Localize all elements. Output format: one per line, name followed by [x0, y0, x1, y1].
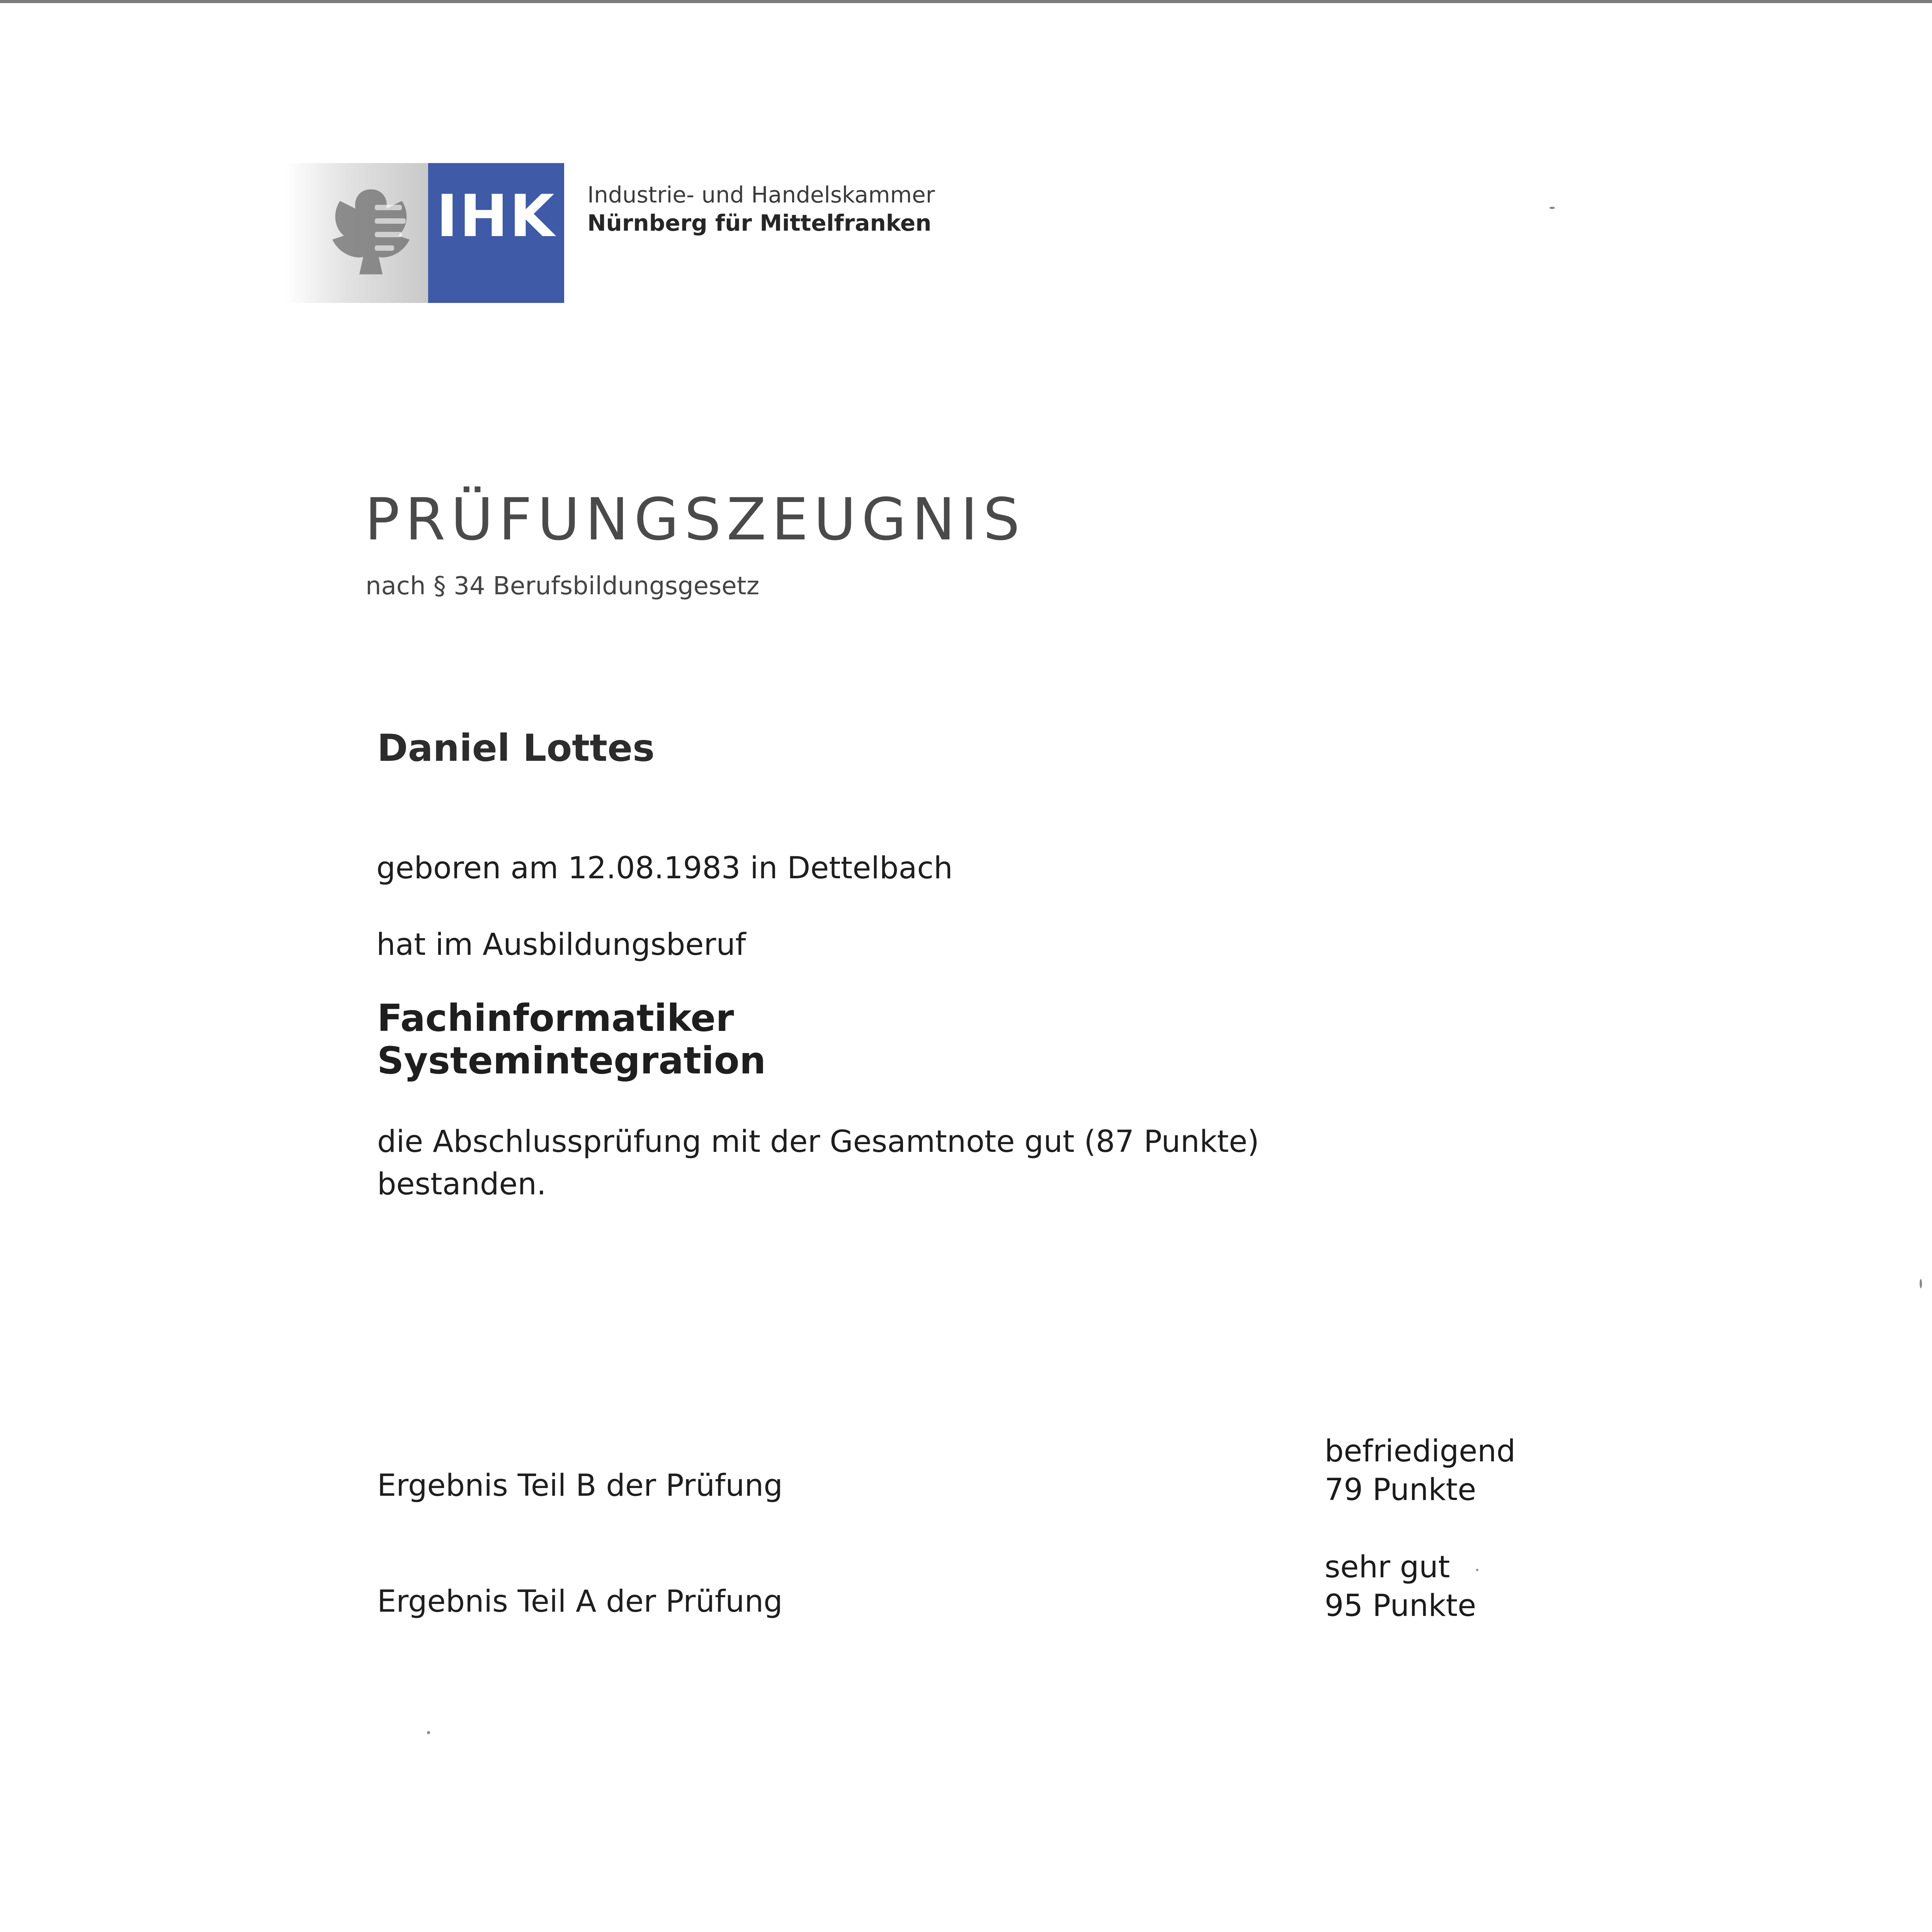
result-line-2: bestanden.	[377, 1167, 546, 1202]
scan-speck	[1920, 1279, 1922, 1288]
certificate-subtitle: nach § 34 Berufsbildungsgesetz	[366, 572, 760, 600]
scan-speck	[1476, 1569, 1478, 1571]
scan-top-edge	[0, 0, 1932, 3]
result-grade-teil-a	[1325, 1548, 1476, 1625]
org-name-line-2: Nürnberg für Mittelfranken	[587, 210, 932, 236]
birth-line: geboren am 12.08.1983 in Dettelbach	[376, 851, 953, 886]
result-label-teil-a: Ergebnis Teil A der Prüfung	[377, 1584, 783, 1619]
grade-text: befriedigend	[1325, 1434, 1516, 1469]
scan-speck	[1549, 207, 1555, 209]
candidate-name: Daniel Lottes	[377, 726, 655, 770]
result-label-teil-b: Ergebnis Teil B der Prüfung	[377, 1468, 783, 1503]
profession	[377, 997, 766, 1082]
certificate-title: PRÜFUNGSZEUGNIS	[365, 486, 1026, 553]
scan-speck	[427, 1731, 430, 1734]
intro-line: hat im Ausbildungsberuf	[376, 927, 746, 962]
ihk-logo	[428, 163, 564, 303]
profession-line-2: Systemintegration	[377, 1039, 766, 1082]
profession-line-1: Fachinformatiker	[377, 997, 734, 1040]
grade-points: 79 Punkte	[1325, 1473, 1476, 1507]
result-grade-teil-b	[1325, 1432, 1515, 1509]
eagle-icon	[317, 182, 425, 282]
result-line-1: die Abschlussprüfung mit der Gesamtnote gut (87 Punkte)	[377, 1124, 1259, 1159]
org-name-line-1: Industrie- und Handelskammer	[587, 182, 935, 208]
grade-text: sehr gut	[1325, 1550, 1450, 1585]
overall-result	[377, 1121, 1259, 1206]
grade-points: 95 Punkte	[1325, 1588, 1476, 1623]
logo-abbreviation: IHK	[436, 183, 556, 250]
